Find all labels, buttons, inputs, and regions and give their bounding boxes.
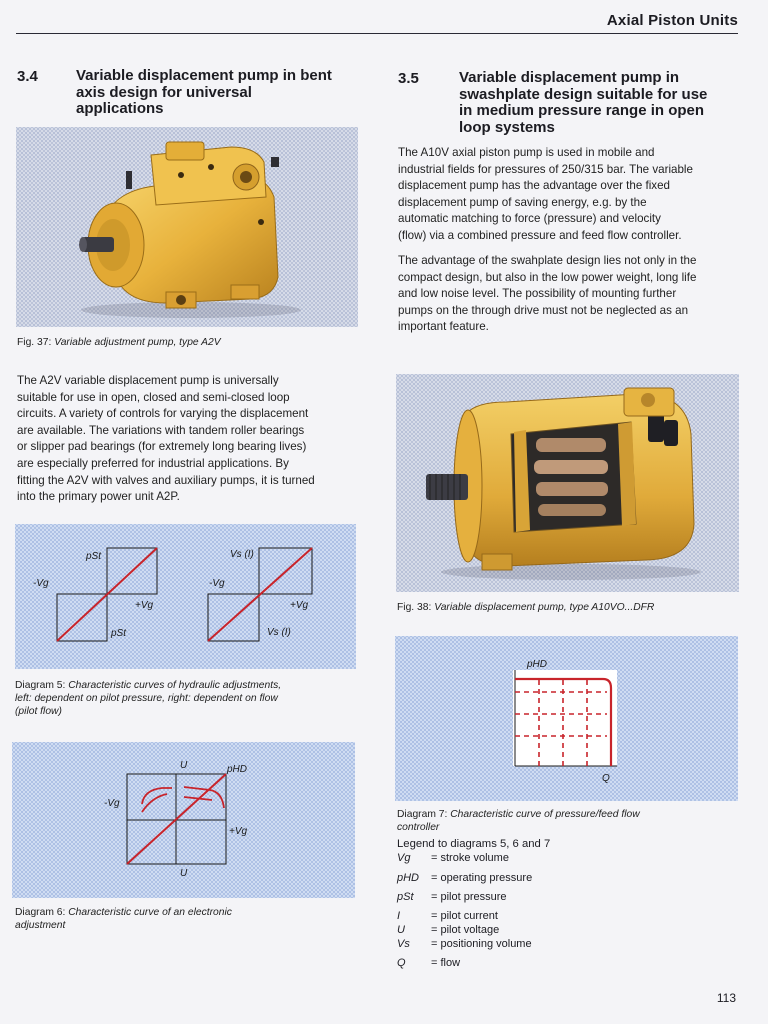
fig37-caption bbox=[17, 336, 221, 349]
left-pos-vg-label: +Vg bbox=[135, 600, 154, 611]
legend-definition: = pilot voltage bbox=[431, 924, 500, 936]
caption-text: Variable displacement pump, type A10VO...DFR bbox=[434, 602, 655, 613]
caption-label: Fig. 38: bbox=[397, 602, 432, 613]
caption-label: Diagram 6: bbox=[15, 907, 66, 918]
diagram5-caption bbox=[15, 679, 355, 719]
caption-text: Characteristic curves of hydraulic adjustments, bbox=[68, 680, 282, 691]
legend-symbol: Vg bbox=[397, 852, 411, 864]
section-3-4-title bbox=[76, 68, 366, 118]
diagram-5 bbox=[15, 524, 356, 669]
section-title-line: axis design for universal bbox=[76, 83, 252, 101]
right-pos-vg-label: +Vg bbox=[290, 600, 309, 611]
left-neg-vg-label: -Vg bbox=[33, 578, 49, 589]
text-line: are especially preferred for industrial applications. By bbox=[17, 456, 289, 470]
fig38-photo bbox=[396, 374, 739, 592]
section-title-line: applications bbox=[76, 100, 164, 117]
caption-text: Characteristic curve of an electronic bbox=[68, 907, 232, 918]
legend-symbol: pSt bbox=[397, 891, 414, 903]
neg-vg-label: -Vg bbox=[104, 798, 120, 809]
diagram-5-plot bbox=[15, 524, 356, 669]
pos-vg-label: +Vg bbox=[229, 826, 248, 837]
text-line: or slipper pad bearings (for extremely long bearing lives) bbox=[17, 440, 307, 454]
top-u-label: U bbox=[180, 760, 188, 771]
legend-definition: = pilot pressure bbox=[431, 891, 507, 903]
legend-symbol: Vs bbox=[397, 938, 410, 950]
fig38-caption bbox=[397, 601, 654, 614]
a2v-description bbox=[17, 373, 357, 506]
caption-text: left: dependent on pilot pressure, right: dependent on flow bbox=[15, 693, 278, 705]
diagram-6 bbox=[12, 742, 355, 898]
section-title-line: Variable displacement pump in bent bbox=[76, 67, 332, 84]
diagram6-caption bbox=[15, 906, 355, 932]
text-line: The A10V axial piston pump is used in mobile and bbox=[398, 146, 655, 159]
diagram-7-plot bbox=[395, 636, 738, 801]
a10v-paragraph-1 bbox=[398, 145, 739, 245]
legend-definition: = stroke volume bbox=[431, 852, 509, 864]
page-number: 113 bbox=[716, 991, 736, 1005]
text-line: automatic matching to force (pressure) and velocity bbox=[398, 212, 661, 226]
text-line: important feature. bbox=[398, 320, 489, 334]
text-line: The advantage of the swahplate design lies not only in the bbox=[398, 254, 697, 267]
text-line: fitting the A2V with valves and auxiliary pumps, it is turned bbox=[17, 473, 315, 487]
diagram7-caption bbox=[397, 808, 737, 834]
text-line: industrial fields for pressures of 250/315 bar. The variable bbox=[398, 162, 693, 176]
legend-title: Legend to diagrams 5, 6 and 7 bbox=[397, 838, 551, 850]
u-curve bbox=[142, 788, 172, 804]
left-bottom-label: pSt bbox=[111, 628, 127, 639]
legend-definition: = positioning volume bbox=[431, 938, 532, 950]
caption-text: controller bbox=[397, 822, 440, 834]
a10vo-pump-illustration bbox=[396, 374, 739, 592]
section-title-line: Variable displacement pump in bbox=[459, 69, 680, 86]
text-line: displacement pump of saving energy, e.g. by the bbox=[398, 195, 647, 209]
caption-text: adjustment bbox=[15, 920, 66, 932]
text-line: compact design, but also in the low power weight, long life bbox=[398, 270, 697, 284]
diagram-6-plot bbox=[12, 742, 355, 898]
legend-list bbox=[397, 852, 697, 976]
right-bottom-label: Vs (I) bbox=[267, 627, 291, 638]
section-3-5-number: 3.5 bbox=[398, 70, 419, 87]
section-title-line: loop systems bbox=[459, 118, 555, 136]
legend-definition: = pilot current bbox=[431, 910, 498, 922]
text-line: suitable for use in open, closed and semi-closed loop bbox=[17, 390, 290, 404]
a2v-pump-illustration bbox=[16, 127, 358, 327]
text-line: circuits. A variety of controls for varying the displacement bbox=[17, 407, 309, 421]
text-line: (flow) via a combined pressure and feed flow controller. bbox=[398, 228, 682, 242]
text-line: displacement pump has the advantage over the fixed bbox=[398, 179, 670, 193]
u-curve bbox=[142, 794, 167, 812]
legend-definition: = flow bbox=[431, 957, 461, 969]
caption-label: Diagram 7: bbox=[397, 809, 448, 820]
bottom-u-label: U bbox=[180, 868, 188, 879]
text-line: and low noise level. The possibility of mounting further bbox=[398, 287, 677, 301]
section-title-line: in medium pressure range in open bbox=[459, 102, 705, 119]
running-header: Axial Piston Units bbox=[606, 12, 738, 29]
legend-symbol: I bbox=[397, 910, 401, 922]
legend-symbol: pHD bbox=[397, 872, 420, 884]
phd-label: pHD bbox=[227, 764, 248, 775]
q-label: Q bbox=[602, 773, 610, 784]
text-line: The A2V variable displacement pump is universally bbox=[17, 374, 279, 387]
caption-text: Variable adjustment pump, type A2V bbox=[54, 337, 221, 348]
text-line: are available. The variations with tandem roller bearings bbox=[17, 423, 305, 437]
diagram-7 bbox=[395, 636, 738, 801]
section-title-line: swashplate design suitable for use bbox=[459, 85, 708, 103]
caption-label: Diagram 5: bbox=[15, 680, 66, 691]
legend-symbol: U bbox=[397, 924, 405, 936]
section-3-5-title bbox=[459, 70, 749, 136]
right-top-label: Vs (I) bbox=[230, 549, 254, 560]
section-3-4-number: 3.4 bbox=[17, 68, 38, 85]
caption-text: Characteristic curve of pressure/feed flow bbox=[450, 809, 640, 820]
phd-label: pHD bbox=[527, 659, 548, 670]
header-rule bbox=[16, 33, 738, 34]
legend-definition: = operating pressure bbox=[431, 872, 533, 884]
a10v-paragraph-2 bbox=[398, 253, 739, 336]
text-line: pumps on the through drive must not be neglected as an bbox=[398, 303, 689, 317]
plot-area bbox=[513, 670, 617, 766]
caption-label: Fig. 37: bbox=[17, 337, 52, 348]
text-line: into the primary power unit A2P. bbox=[17, 490, 180, 504]
fig37-photo bbox=[16, 127, 358, 327]
right-neg-vg-label: -Vg bbox=[209, 578, 225, 589]
caption-text: (pilot flow) bbox=[15, 706, 62, 718]
legend-symbol: Q bbox=[397, 957, 406, 969]
left-top-label: pSt bbox=[86, 551, 102, 562]
